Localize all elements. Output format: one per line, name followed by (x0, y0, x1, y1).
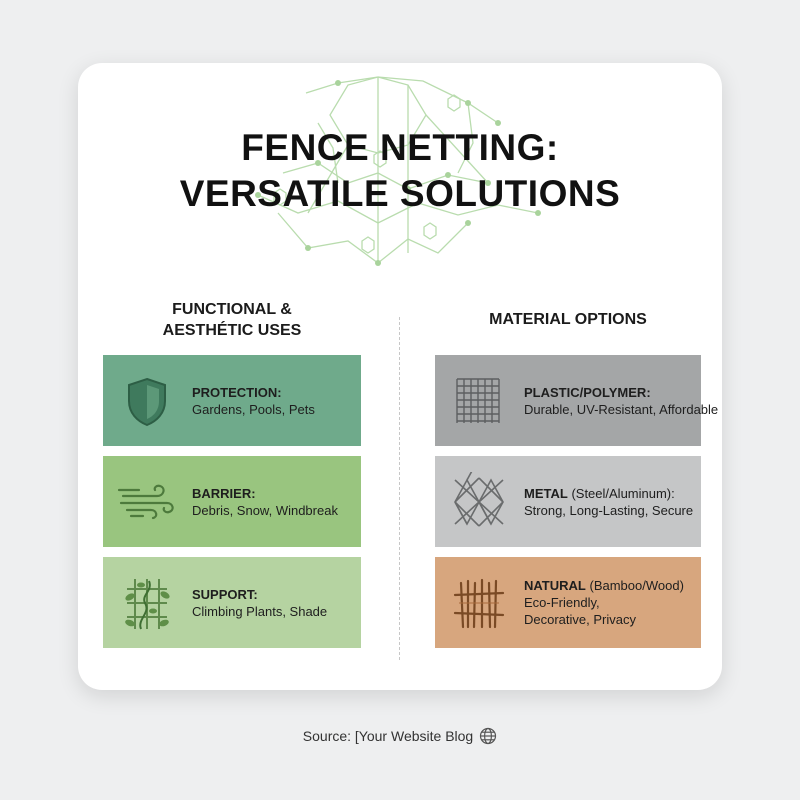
material-label-natural: NATURAL (524, 578, 586, 593)
use-card-barrier (103, 456, 361, 547)
use-card-protection (103, 355, 361, 446)
material-label-plastic: PLASTIC/POLYMER: (524, 384, 651, 400)
material-desc-plastic: Durable, UV-Resistant, Affordable (524, 401, 719, 417)
infographic-card (78, 63, 722, 690)
use-desc-support: Climbing Plants, Shade (192, 603, 328, 619)
material-card-metal (435, 456, 701, 547)
material-label-metal-suffix: (Steel/Aluminum): (571, 485, 675, 501)
use-label-barrier: BARRIER: (192, 485, 256, 501)
source-text: Source: [Your Website Blog (302, 728, 474, 744)
use-card-support-text (192, 586, 327, 620)
title-line-1: FENCE NETTING: (241, 127, 559, 168)
use-card-protection-text (192, 384, 315, 418)
use-label-support: SUPPORT: (192, 586, 258, 602)
use-desc-protection: Gardens, Pools, Pets (192, 401, 315, 417)
shield-icon (117, 371, 177, 431)
source-credit (0, 727, 800, 745)
material-card-natural (435, 557, 701, 648)
chain-link-icon (449, 472, 509, 532)
material-desc-natural-2: Decorative, Privacy (524, 612, 636, 627)
wind-icon (117, 472, 177, 532)
material-card-plastic (435, 355, 719, 446)
column-divider (399, 317, 400, 660)
material-desc-metal: Strong, Long-Lasting, Secure (524, 502, 694, 518)
materials-column-heading: MATERIAL OPTIONS (489, 311, 647, 328)
use-card-barrier-text (192, 485, 338, 519)
material-label-natural-suffix: (Bamboo/Wood) (589, 578, 684, 593)
use-card-support (103, 557, 361, 648)
uses-column-heading (103, 299, 361, 341)
trellis-plant-icon (117, 573, 177, 633)
material-desc-natural: Eco-Friendly, (524, 595, 600, 610)
use-desc-barrier: Debris, Snow, Windbreak (192, 502, 338, 518)
globe-icon[interactable] (479, 727, 497, 745)
bamboo-fence-icon (449, 573, 509, 633)
mesh-grid-icon (449, 371, 509, 431)
title-line-2: VERSATILE SOLUTIONS (179, 173, 621, 214)
material-card-metal-text (524, 485, 693, 519)
page-title (78, 125, 722, 217)
material-label-metal: METAL (524, 485, 568, 501)
uses-heading-line-2: AESTHÉTIC USES (162, 322, 302, 339)
uses-heading-line-1: FUNCTIONAL & (172, 301, 292, 318)
use-label-protection: PROTECTION: (192, 384, 282, 400)
material-card-plastic-text (524, 384, 718, 418)
material-card-natural-text (524, 577, 684, 628)
